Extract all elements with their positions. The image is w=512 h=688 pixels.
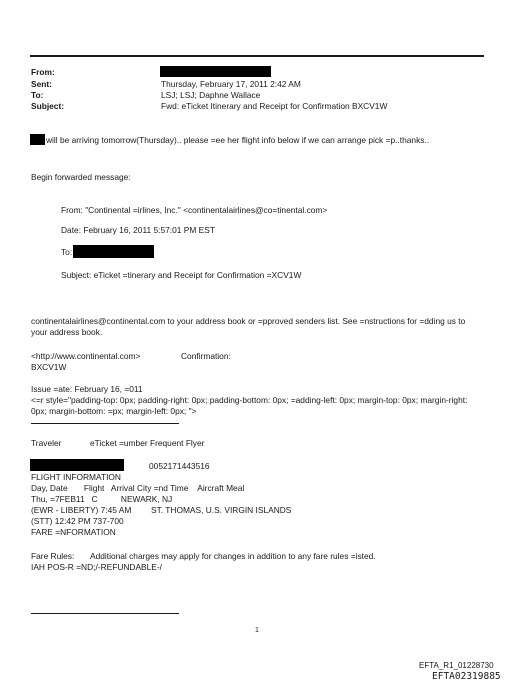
to-value: LSJ; LSJ; Daphne Wallace: [161, 90, 261, 100]
separator-rule-2: [31, 613, 179, 614]
fare-information-label: FARE =NFORMATION: [31, 527, 116, 537]
forwarded-to-label: To:: [61, 247, 73, 257]
continental-url: <http://www.continental.com>: [31, 351, 141, 361]
address-book-notice-line1: continentalairlines@continental.com to your address book or =pproved senders list. See =nstructions for =dding us to: [31, 316, 466, 326]
style-line-2: 0px; margin-bottom: =px; margin-left: 0px; ">: [31, 406, 197, 416]
bates-number-2: EFTA02319885: [432, 671, 501, 682]
traveler-name-redaction: [30, 459, 124, 471]
fare-code-line: IAH POS-R =ND;/-REFUNDABLE-/: [31, 562, 162, 572]
confirmation-label: Confirmation:: [181, 351, 231, 361]
separator-rule-1: [31, 423, 179, 424]
flight-row-1: Thu, =7FEB11 C NEWARK, NJ: [31, 494, 173, 504]
address-book-notice-line2: your address book.: [31, 327, 103, 337]
from-label: From:: [31, 67, 55, 77]
arrival-message: will be arriving tomorrow(Thursday).. please =ee her flight info below if we can arrange pick =p..thanks..: [46, 135, 430, 145]
forwarded-to-redaction: [73, 245, 154, 258]
eticket-number: 0052171443516: [149, 461, 210, 471]
sent-value: Thursday, February 17, 2011 2:42 AM: [161, 79, 301, 89]
page-number: 1: [255, 627, 259, 634]
fare-rules-text: Additional charges may apply for changes in addition to any fare rules =isted.: [90, 551, 376, 561]
forwarded-from: From: "Continental =irlines, Inc." <continentalairlines@co=tinental.com>: [61, 205, 328, 215]
eticket-header: eTicket =umber Frequent Flyer: [90, 438, 205, 448]
forwarded-subject: Subject: eTicket =tinerary and Receipt for Confirmation =XCV1W: [61, 270, 302, 280]
sender-name-redaction: [30, 134, 45, 145]
traveler-header: Traveler: [31, 438, 62, 448]
from-redaction: [160, 66, 271, 77]
begin-forwarded-message: Begin forwarded message:: [31, 172, 131, 182]
fare-rules-label: Fare Rules:: [31, 551, 75, 561]
subject-value: Fwd: eTicket Itinerary and Receipt for Confirmation BXCV1W: [161, 101, 388, 111]
flight-row-3: (STT) 12:42 PM 737-700: [31, 516, 124, 526]
flight-information-label: FLIGHT INFORMATION: [31, 472, 121, 482]
bates-number-1: EFTA_R1_01228730: [419, 661, 494, 670]
subject-label: Subject:: [31, 101, 65, 111]
flight-row-2-left: (EWR - LIBERTY) 7:45 AM: [31, 505, 132, 515]
confirmation-code: BXCV1W: [31, 362, 67, 372]
style-line-1: <=r style="padding-top: 0px; padding-right: 0px; padding-bottom: 0px; =adding-left: 0px; margin-top: 0px; margin-right:: [31, 395, 468, 405]
to-label: To:: [31, 90, 44, 100]
header-top-rule: [30, 55, 484, 57]
flight-row-2-right: ST. THOMAS, U.S. VIRGIN ISLANDS: [151, 505, 292, 515]
sent-label: Sent:: [31, 79, 52, 89]
flight-columns-header: Day, Date Flight Arrival City =nd Time Aircraft Meal: [31, 483, 245, 493]
forwarded-date: Date: February 16, 2011 5:57:01 PM EST: [61, 225, 215, 235]
issue-date: Issue =ate: February 16, =011: [31, 384, 143, 394]
